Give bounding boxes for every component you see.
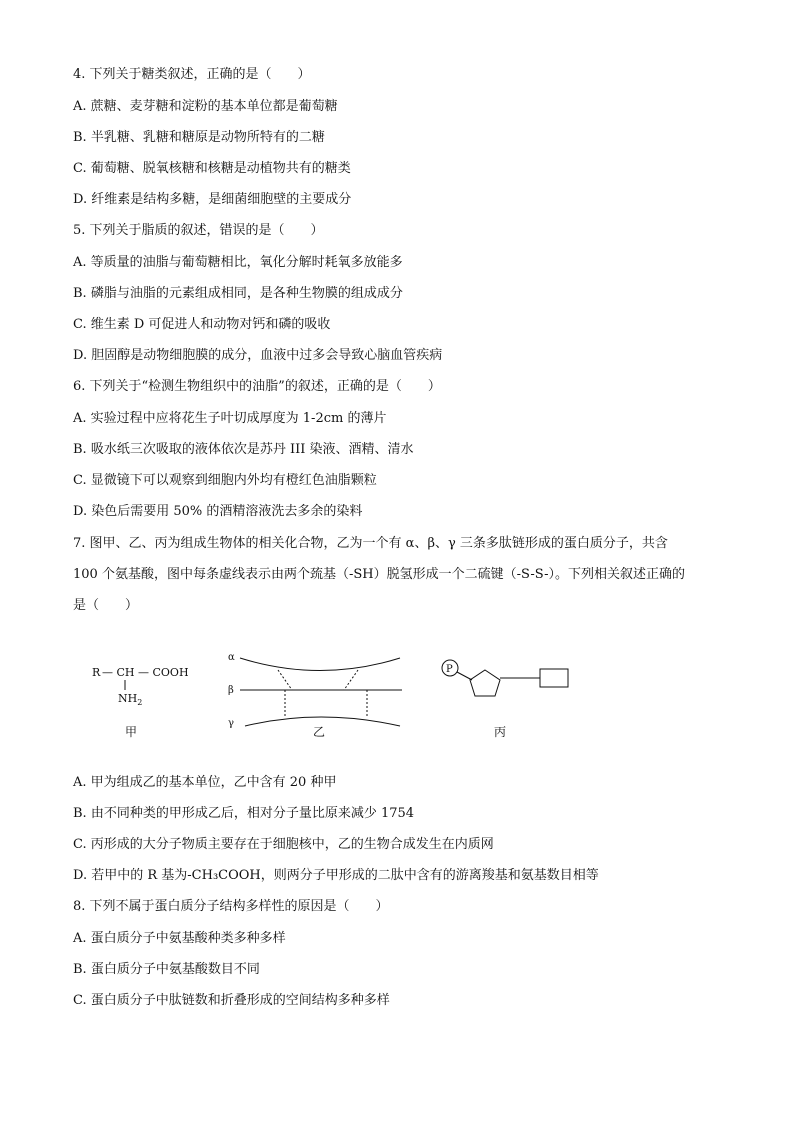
yi-gamma-label: γ bbox=[228, 718, 234, 729]
question-7-stem-line-3: 是（ ） bbox=[73, 598, 139, 613]
question-6-option-b: B. 吸水纸三次吸取的液体依次是苏丹 III 染液、酒精、清水 bbox=[73, 442, 414, 457]
question-7-option-c: C. 丙形成的大分子物质主要存在于细胞核中，乙的生物合成发生在内质网 bbox=[73, 837, 494, 852]
bing-base-rect bbox=[540, 669, 568, 687]
question-5-stem: 5. 下列关于脂质的叙述，错误的是（ ） bbox=[73, 223, 324, 238]
question-5-option-a: A. 等质量的油脂与葡萄糖相比，氧化分解时耗氧多放能多 bbox=[73, 255, 403, 270]
yi-alpha-label: α bbox=[228, 652, 235, 663]
yi-alpha-chain bbox=[240, 658, 400, 671]
bing-phosphate-label: P bbox=[446, 664, 453, 675]
bing-caption: 丙 bbox=[494, 725, 507, 739]
question-4-option-a: A. 蔗糖、麦芽糖和淀粉的基本单位都是葡萄糖 bbox=[73, 99, 338, 114]
jia-r-group: R bbox=[92, 666, 101, 679]
figure-jia-amino-acid bbox=[92, 666, 189, 739]
figure-yi-protein bbox=[228, 652, 402, 739]
question-8-stem: 8. 下列不属于蛋白质分子结构多样性的原因是（ ） bbox=[73, 899, 389, 914]
question-5-option-b: B. 磷脂与油脂的元素组成相同，是各种生物膜的组成成分 bbox=[73, 286, 403, 301]
question-6-option-a: A. 实验过程中应将花生子叶切成厚度为 1-2cm 的薄片 bbox=[73, 411, 387, 426]
yi-disulfide-bond-1 bbox=[278, 670, 292, 690]
yi-beta-label: β bbox=[228, 685, 234, 696]
question-8-option-b: B. 蛋白质分子中氨基酸数目不同 bbox=[73, 962, 260, 977]
bing-pentose-pentagon bbox=[470, 670, 500, 696]
jia-amino-group: $NH_2$ bbox=[118, 692, 143, 707]
question-8-option-c: C. 蛋白质分子中肽链数和折叠形成的空间结构多种多样 bbox=[73, 993, 390, 1008]
question-5-option-c: C. 维生素 D 可促进人和动物对钙和磷的吸收 bbox=[73, 317, 331, 332]
question-4-option-b: B. 半乳糖、乳糖和糖原是动物所特有的二糖 bbox=[73, 130, 325, 145]
question-6-option-c: C. 显微镜下可以观察到细胞内外均有橙红色油脂颗粒 bbox=[73, 473, 377, 488]
question-7-option-b: B. 由不同种类的甲形成乙后，相对分子量比原来减少 1754 bbox=[73, 806, 415, 821]
jia-caption: 甲 bbox=[125, 725, 138, 739]
question-8-option-a: A. 蛋白质分子中氨基酸种类多种多样 bbox=[73, 931, 286, 946]
question-7-stem-line-1: 7. 图甲、乙、丙为组成生物体的相关化合物，乙为一个有 α、β、γ 三条多肽链形成的蛋白质分子，共含 bbox=[73, 536, 668, 551]
jia-backbone: — CH — COOH bbox=[102, 666, 189, 679]
question-5-option-d: D. 胆固醇是动物细胞膜的成分，血液中过多会导致心脑血管疾病 bbox=[73, 348, 443, 363]
question-7-option-a: A. 甲为组成乙的基本单位，乙中含有 20 种甲 bbox=[73, 775, 337, 790]
yi-disulfide-bond-2 bbox=[344, 670, 358, 690]
question-4-stem: 4. 下列关于糖类叙述，正确的是（ ） bbox=[73, 67, 311, 82]
question-4-option-d: D. 纤维素是结构多糖，是细菌细胞壁的主要成分 bbox=[73, 192, 352, 207]
bing-phosphate-bond bbox=[457, 672, 472, 680]
figure-bing-nucleotide bbox=[442, 660, 568, 739]
question-6-option-d: D. 染色后需要用 50% 的酒精溶液洗去多余的染料 bbox=[73, 504, 363, 519]
yi-caption: 乙 bbox=[313, 725, 326, 739]
question-4-option-c: C. 葡萄糖、脱氧核糖和核糖是动植物共有的糖类 bbox=[73, 161, 351, 176]
question-6-stem: 6. 下列关于“检测生物组织中的油脂”的叙述，正确的是（ ） bbox=[73, 379, 441, 394]
question-7-figure bbox=[80, 648, 580, 748]
question-7-option-d: D. 若甲中的 R 基为-CH₃COOH，则两分子甲形成的二肽中含有的游离羧基和氨基数目相等 bbox=[73, 868, 599, 883]
question-7-stem-line-2: 100 个氨基酸，图中每条虚线表示由两个巯基（-SH）脱氢形成一个二硫键（-S-S-）。下列相关叙述正确的 bbox=[73, 567, 686, 582]
